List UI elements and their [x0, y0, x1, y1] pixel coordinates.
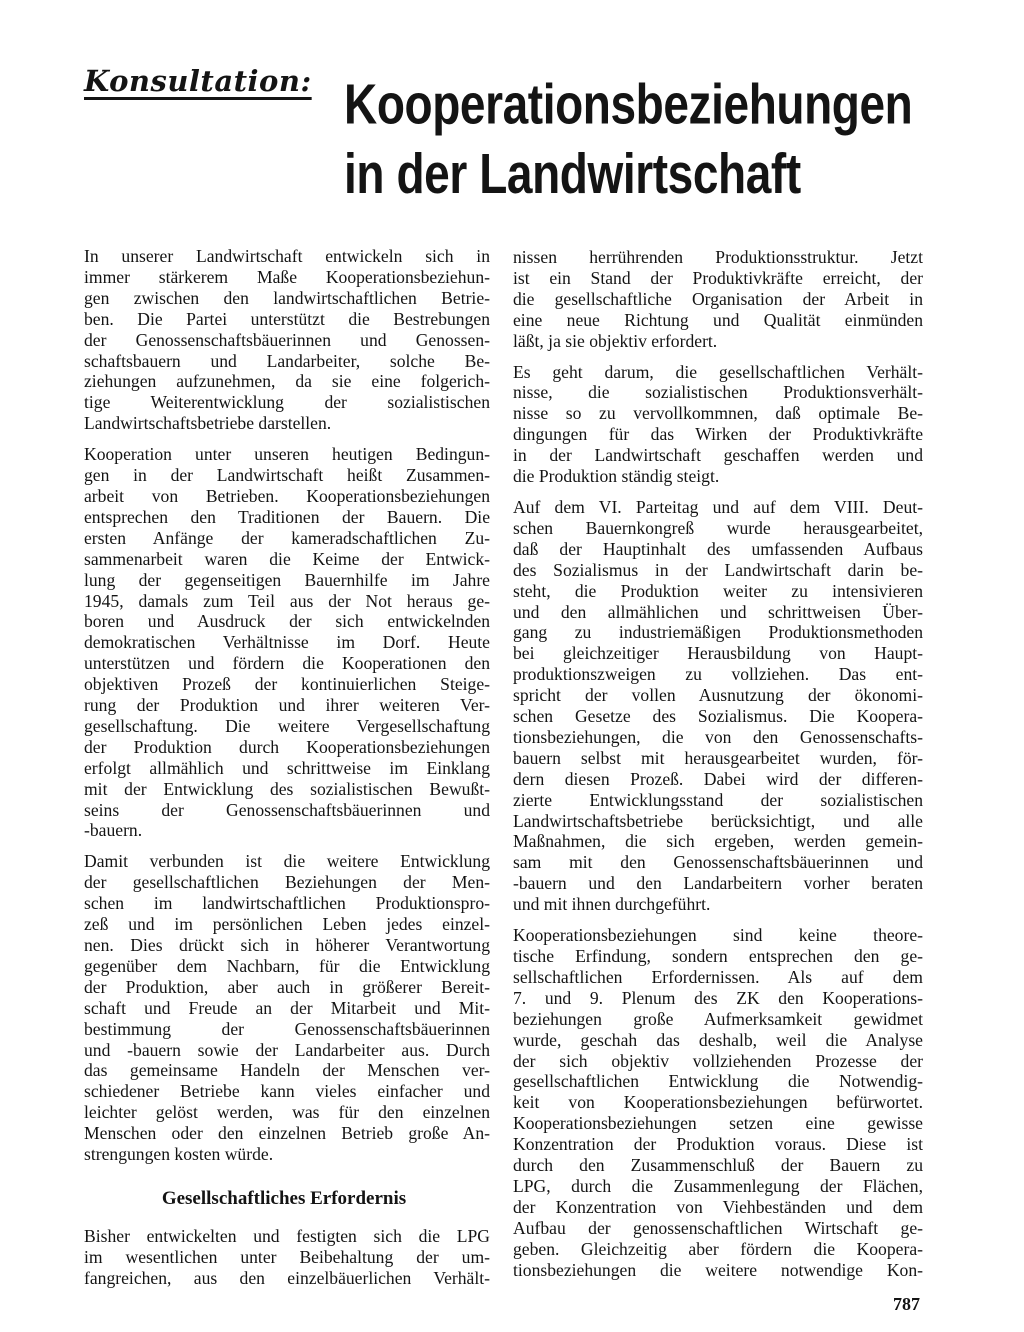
text-line: läßt, ja sie objektiv erfordert.: [513, 330, 718, 351]
text-line: arbeit von Betrieben. Kooperationsbeziehungen: [84, 485, 490, 506]
text-line: spricht der vollen Ausnutzung der ökonomi-: [513, 685, 923, 706]
text-line: der sich objektiv vollziehenden Prozesse der: [513, 1050, 923, 1071]
paragraph: [84, 851, 490, 1165]
text-line: der Produktion durch Kooperationsbeziehungen: [84, 736, 490, 757]
text-line: des Sozialismus in der Landwirtschaft darin be-: [513, 559, 923, 580]
text-line: gesellschaftung. Die weitere Vergesellschaftung: [84, 715, 490, 736]
text-line: nisse, die sozialistischen Produktionsverhält-: [513, 382, 923, 403]
paragraph: [513, 362, 923, 487]
paragraph: [84, 1226, 490, 1289]
text-line: bei gleichzeitiger Herausbildung von Haupt-: [513, 643, 923, 664]
text-line: sam mit den Genossenschaftsbäuerinnen und: [513, 852, 923, 873]
text-line: gegenüber dem Nachbarn, für die Entwicklung: [84, 955, 490, 976]
text-line: objektiven Prozeß der kontinuierlichen Steige-: [84, 674, 490, 695]
text-line: entsprechen den Traditionen der Bauern. Die: [84, 506, 490, 527]
text-line: keit von Kooperationsbeziehungen befürwortet.: [513, 1092, 923, 1113]
text-line: Es geht darum, die gesellschaftlichen Verhält-: [513, 361, 923, 382]
text-line: der gesellschaftlichen Beziehungen der Men-: [84, 872, 490, 893]
text-line: der Produktion, aber auch in größerer Bereit-: [84, 976, 490, 997]
text-line: boren und Ausdruck der sich entwickelnden: [84, 611, 490, 632]
text-line: und den allmählichen und schrittweisen Über-: [513, 601, 923, 622]
text-line: geben. Gleichzeitig aber fördern die Koopera-: [513, 1238, 923, 1259]
text-line: Bisher entwickelten und festigten sich die LPG: [84, 1225, 490, 1246]
headline-line-2: in der Landwirtschaft: [344, 141, 801, 206]
kicker-label: Konsultation:: [84, 64, 312, 98]
text-line: Kooperation unter unseren heutigen Bedingun-: [84, 444, 490, 465]
left-column: [84, 246, 490, 1299]
text-line: produktionszweigen zu vollziehen. Das ent-: [513, 664, 923, 685]
text-line: die gesellschaftliche Organisation der Arbeit in: [513, 288, 923, 309]
text-line: die Produktion ständig steigt.: [513, 466, 720, 487]
text-line: in der Landwirtschaft geschaffen werden und: [513, 445, 923, 466]
text-line: demokratischen Verhältnisse im Dorf. Heute: [84, 632, 490, 653]
paragraph: [513, 925, 923, 1280]
text-line: zeß und im persönlichen Leben jedes einzel-: [84, 914, 490, 935]
text-line: nissen herrührenden Produktionsstruktur. Jetzt: [513, 247, 923, 267]
text-line: und -bauern sowie der Landarbeiter aus. Durch: [84, 1039, 490, 1060]
paragraph: [84, 246, 490, 434]
text-line: zierte Entwicklungsstand der sozialistischen: [513, 789, 923, 810]
paragraph: [513, 247, 923, 352]
text-line: Kooperationsbeziehungen sind keine theore-: [513, 925, 923, 946]
text-line: Konzentration der Produktion voraus. Diese ist: [513, 1134, 923, 1155]
text-line: ziehungen aufzunehmen, da sie eine folgerich-: [84, 371, 490, 392]
text-line: der Genossenschaftsbäuerinnen und Genossen-: [84, 329, 490, 350]
text-line: das gemeinsame Handeln der Menschen ver-: [84, 1060, 490, 1081]
text-line: Aufbau der genossenschaftlichen Wirtschaft ge-: [513, 1217, 923, 1238]
text-line: leichter gelöst werden, was für den einzelnen: [84, 1102, 490, 1123]
text-line: Landwirtschaftsbetriebe darstellen.: [84, 413, 332, 434]
text-line: tionsbeziehungen, die von den Genossenschafts-: [513, 726, 923, 747]
text-line: wurde, geschah das deshalb, weil die Analyse: [513, 1029, 923, 1050]
article-headline: [344, 70, 914, 209]
text-line: Landwirtschaftsbetriebe berücksichtigt, und alle: [513, 810, 923, 831]
text-line: seins der Genossenschaftsbäuerinnen und: [84, 799, 490, 820]
text-line: bestimmung der Genossenschaftsbäuerinnen: [84, 1018, 490, 1039]
text-line: und mit ihnen durchgeführt.: [513, 894, 711, 915]
text-line: tionsbeziehungen die weitere notwendige Kon-: [513, 1259, 923, 1280]
page-number: 787: [893, 1294, 920, 1314]
text-line: ersten Anfänge der kameradschaftlichen Zu-: [84, 527, 490, 548]
section-subheading: Gesellschaftliches Erfordernis: [161, 1187, 407, 1209]
text-line: steht, die Produktion weiter zu intensivieren: [513, 580, 923, 601]
text-line: fangreichen, aus den einzelbäuerlichen Verhält-: [84, 1267, 490, 1288]
text-line: 7. und 9. Plenum des ZK den Kooperations-: [513, 987, 923, 1008]
text-line: sellschaftlichen Erfordernissen. Als auf dem: [513, 966, 923, 987]
paragraph: [84, 444, 490, 841]
headline-line-1: Kooperationsbeziehungen: [344, 72, 913, 136]
text-line: schiedener Betriebe kann vieles einfacher und: [84, 1081, 490, 1102]
right-column: [513, 247, 923, 1291]
text-line: der Konzentration von Viehbeständen und dem: [513, 1196, 923, 1217]
text-line: Damit verbunden ist die weitere Entwicklung: [84, 851, 490, 872]
text-line: ist ein Stand der Produktivkräfte erreicht, der: [513, 267, 923, 288]
text-line: ben. Die Partei unterstützt die Bestrebungen: [84, 308, 490, 329]
text-line: Maßnahmen, die sich ergeben, werden gemein-: [513, 831, 923, 852]
text-line: schaft und Freude an der Mitarbeit und Mit-: [84, 997, 490, 1018]
text-line: im wesentlichen unter Beibehaltung der um-: [84, 1246, 490, 1267]
text-line: rung der Produktion und ihrer weiteren Ver-: [84, 695, 490, 716]
text-line: erfolgt allmählich und schrittweise im Einklang: [84, 757, 490, 778]
text-line: eine neue Richtung und Qualität einmünden: [513, 309, 923, 330]
text-line: unterstützen und fördern die Kooperationen den: [84, 653, 490, 674]
text-line: dern diesen Prozeß. Dabei wird der differen-: [513, 768, 923, 789]
text-line: gang zu industriemäßigen Produktionsmethoden: [513, 622, 923, 643]
text-line: durch den Zusammenschluß der Bauern zu: [513, 1155, 923, 1176]
text-line: schen Bauernkongreß wurde herausgearbeitet,: [513, 517, 923, 538]
text-line: mit der Entwicklung des sozialistischen Bewußt-: [84, 778, 490, 799]
text-line: strengungen kosten würde.: [84, 1144, 274, 1165]
text-line: -bauern und den Landarbeitern vorher beraten: [513, 873, 923, 894]
text-line: LPG, durch die Zusammenlegung der Flächen,: [513, 1175, 923, 1196]
text-line: Kooperationsbeziehungen setzen eine gewisse: [513, 1113, 923, 1134]
text-line: schen Gesetze des Sozialismus. Die Koopera-: [513, 706, 923, 727]
text-line: beziehungen große Aufmerksamkeit gewidmet: [513, 1008, 923, 1029]
text-line: -bauern.: [84, 820, 143, 841]
text-line: 1945, damals zum Teil aus der Not heraus ge-: [84, 590, 490, 611]
text-line: Menschen oder den einzelnen Betrieb große An-: [84, 1123, 490, 1144]
text-line: gesellschaftlichen Entwicklung die Notwendig-: [513, 1071, 923, 1092]
text-line: immer stärkerem Maße Kooperationsbeziehun-: [84, 266, 490, 287]
text-line: In unserer Landwirtschaft entwickeln sich in: [84, 246, 490, 266]
text-line: gen zwischen den landwirtschaftlichen Betrie-: [84, 287, 490, 308]
text-line: schaftsbauern und Landarbeiter, solche Be-: [84, 350, 490, 371]
text-line: schen im landwirtschaftlichen Produktionspro-: [84, 893, 490, 914]
text-line: nen. Dies drückt sich in höherer Verantwortung: [84, 935, 490, 955]
text-line: tige Weiterentwicklung der sozialistischen: [84, 392, 490, 413]
text-line: gen in der Landwirtschaft heißt Zusammen-: [84, 465, 490, 486]
text-line: bauern selbst mit herausgearbeitet wurden, för-: [513, 747, 923, 768]
paragraph: [513, 497, 923, 915]
text-line: tische Erfindung, sondern entsprechen den ge-: [513, 946, 923, 966]
text-line: sammenarbeit waren die Keime der Entwick-: [84, 548, 490, 569]
text-line: nisse so zu vervollkommnen, daß optimale Be-: [513, 403, 923, 424]
text-line: dingungen für das Wirken der Produktivkräfte: [513, 424, 923, 445]
text-line: lung der gegenseitigen Bauernhilfe im Jahre: [84, 569, 490, 590]
text-line: daß der Hauptinhalt des umfassenden Aufbaus: [513, 538, 923, 559]
text-line: Auf dem VI. Parteitag und auf dem VIII. Deut-: [513, 496, 923, 517]
